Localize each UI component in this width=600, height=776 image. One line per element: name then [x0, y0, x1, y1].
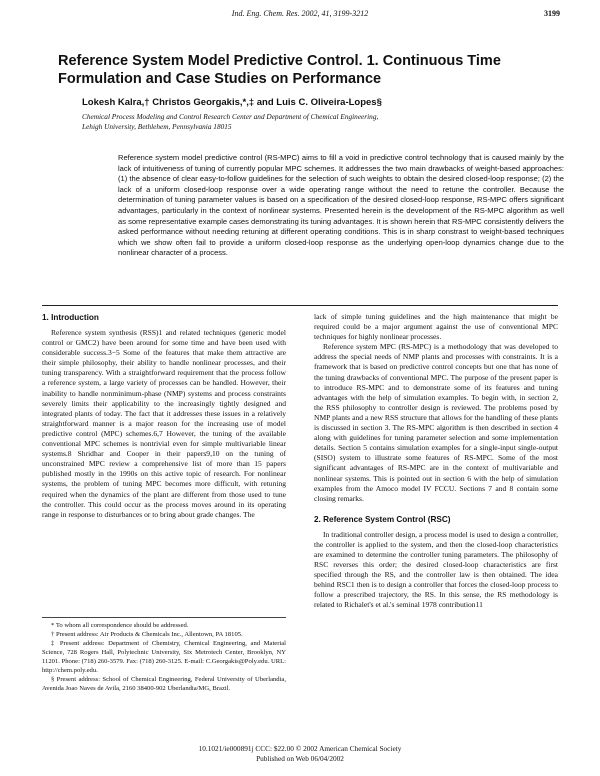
affiliation-line-2: Lehigh University, Bethlehem, Pennsylvania 18015 [82, 122, 232, 131]
introduction-paragraph: Reference system synthesis (RSS)1 and related techniques (generic model control or GMC2) have been around for some time and have been used with considerable success.3−5 Some of the features that make them attractive are their simple philosophy, their ability to handle nonlinear processes, and their tuning transparency. With a straightforward requirement that the process follow a reference system, a large variety of processes can be handled. However, their inability to handle nonminimum-phase (NMP) systems and process constraints severely limits their applicability to the increasingly tightly designed and integrated plants of today. The fact that it addresses these issues in a relatively straightforward manner is a major reason for the increasing use of model predictive control (MPC) schemes.6,7 However, the tuning of the available conventional MPC schemes is nontrivial even for simple multivariable linear systems.8 Shridhar and Cooper in their papers9,10 on the tuning of unconstrained MPC review a comprehensive list of more than 15 papers published mostly in the 1990s on this active topic of research. For nonlinear systems, the problem of tuning MPC becomes more difficult, with retuning required when the dynamics of the plant are different from those used to tune the controller. This could occur as the process moves around in its operating range in response to disturbances or to bring about grade changes. The [42, 328, 286, 519]
footnote-section: § Present address: School of Chemical Engineering, Federal University of Uberlandia, Avenida Joao Naves de Avila, 2160 38400-902 Uberlandia/MG, Brazil. [42, 676, 286, 692]
footnote-dagger: † Present address: Air Products & Chemicals Inc., Allentown, PA 18105. [51, 631, 243, 638]
page-number: 3199 [544, 9, 560, 18]
rsc-paragraph: In traditional controller design, a process model is used to design a controller, the controller is applied to the system, and then the closed-loop characteristics are examined to determine the controller tuning parameters. The philosophy of RSC reverses this order; the desired closed-loop characteristics are first specified through the RS, and the controller law is then obtained. The idea behind RSC1 then is to design a controller that forces the closed-loop process to follow a prescribed trajectory, the RS. In this sense, the RS methodology is related to Richalet's et al.'s seminal 1978 contribution11 [314, 529, 558, 610]
journal-citation: Ind. Eng. Chem. Res. 2002, 41, 3199-3212 [231, 9, 369, 18]
introduction-paragraph-2: Reference system MPC (RS-MPC) is a methodology that was developed to address the special needs of NMP plants and processes with constraints. It is a framework that is based on predictive control concepts but one that has none of the tuning drawbacks of conventional MPC. The purpose of the present paper is to introduce RS-MPC and to demonstrate some of its features and tuning advantages with the help of simulation examples. To begin with, in section 2, the RSS philosophy to controller design is reviewed. The problems posed by NMP plants and a new RSS structure that allows for the handling of these plants is discussed in section 3. The RS-MPC algorithm is then described in section 4 along with guidelines for tuning parameter selection and some implementation details. Section 5 contains simulation examples for a single-input single-output (SISO) system to illustrate some features of RS-MPC. Some of the most significant advantages of RS-MPC are in the context of multivariable and nonlinear systems. This is pointed out in section 6 with the help of simulation examples from the Amoco model IV FCCU. Sections 7 and 8 contain some closing remarks. [314, 342, 558, 503]
published-date-line: Published on Web 06/04/2002 [256, 753, 344, 763]
publication-footer [0, 744, 600, 763]
footnotes [42, 617, 286, 693]
doi-line: 10.1021/ie000891j CCC: $22.00 © 2002 American Chemical Society [198, 744, 402, 753]
footnote-double-dagger: ‡ Present address: Department of Chemistry, Chemical Engineering, and Material Science, 728 Rogers Hall, Polytechnic University, Six Metrotech Center, Brooklyn, NY 11201. Phone: (718) 260-3579. Fax: (718) 260-3125. E-mail: C.Georgakis@Poly.edu. URL: http://chem.poly.edu. [42, 640, 286, 674]
abstract: Reference system model predictive control (RS-MPC) aims to fill a void in predictive control technology that is caused mainly by the lack of intuitiveness of tuning of currently popular MPC schemes. It addresses the two main drawbacks of weight-based approaches: (1) the absence of clear easy-to-follow guidelines for the selection of such weights to obtain the desired closed-loop response; (2) the lack of a uniform closed-loop response over a wide operating range without the need to retune the controller. Because the determination of tuning parameter values is based on a specification of the desired closed-loop response, RS-MPC offers significant advantages, particularly in the context of nonlinear systems. Presented herein is the development of the RS-MPC algorithm as well as some representative example cases demonstrating its tuning advantages. It is shown herein that RS-MPC consistently delivers the asked performance without needing retuning at different operating conditions. This is in sharp constrast to weight-based techniques which we show often fail to provide a uniform closed-loop response as the underlying open-loop dynamics change due to the nonlinear character of a process. [118, 153, 564, 258]
footnote-corresponding-author: * To whom all correspondence should be addressed. [51, 622, 189, 629]
left-column [42, 312, 286, 520]
affiliation [82, 112, 552, 132]
paper-title: Reference System Model Predictive Control. 1. Continuous Time Formulation and Case Studies on Performance [58, 53, 501, 87]
abstract-divider [42, 305, 558, 306]
author-list: Lokesh Kalra,† Christos Georgakis,*,‡ and Luis C. Oliveira-Lopes§ [82, 97, 382, 108]
introduction-paragraph-continued: lack of simple tuning guidelines and the high maintenance that might be required could be a major argument against the use of conventional MPC techniques for highly nonlinear processes. [314, 312, 558, 342]
section-heading-introduction: 1. Introduction [42, 313, 99, 322]
right-column [314, 312, 558, 611]
section-heading-reference-system-control: 2. Reference System Control (RSC) [314, 514, 451, 524]
running-header [40, 8, 560, 20]
affiliation-line-1: Chemical Process Modeling and Control Research Center and Department of Chemical Engineering, [82, 112, 379, 121]
